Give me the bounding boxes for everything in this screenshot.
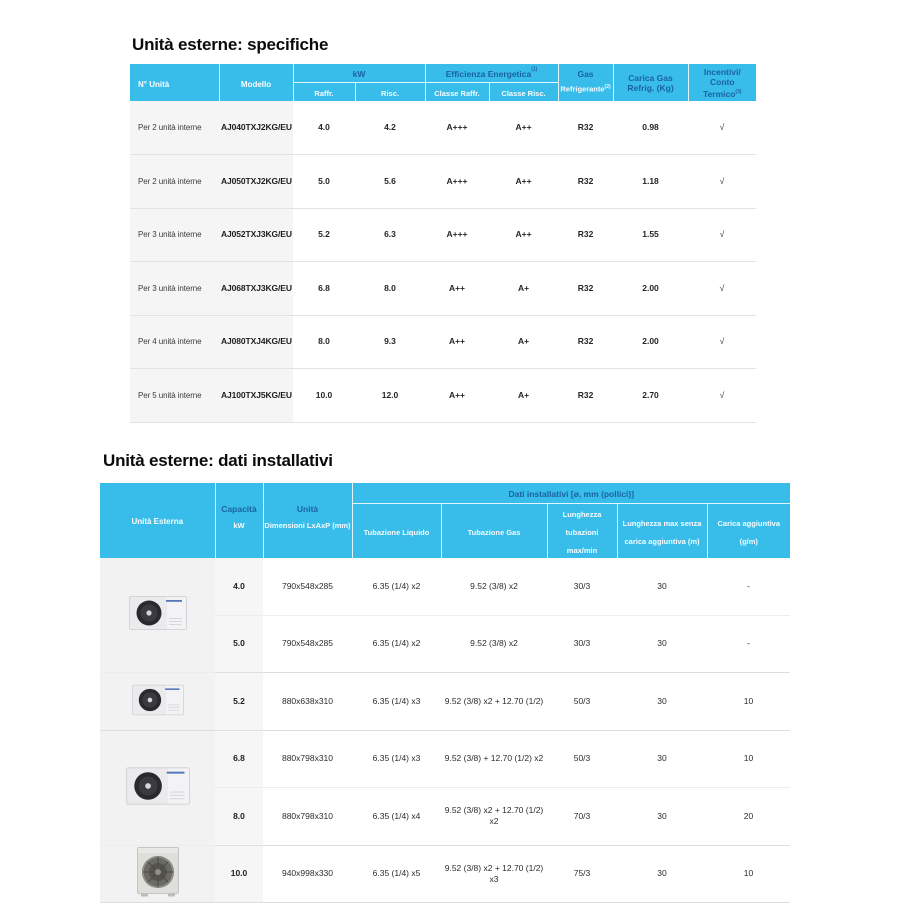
col-header-refrigerant-label: Refrigerante$^{(2)}$ xyxy=(560,84,611,94)
capacity-cell: 10.0 xyxy=(215,845,263,903)
col-header-model-label: Modello xyxy=(240,79,272,89)
gas-charge-cell: 0.98 xyxy=(613,101,688,155)
col-subheader-additional-charge: Carica aggiuntiva (g/m) xyxy=(707,503,790,558)
refrigerant-cell: R32 xyxy=(558,155,613,209)
table-row xyxy=(130,155,756,209)
additional-charge-cell: 10 xyxy=(707,673,790,731)
table-row xyxy=(130,262,756,316)
cooling-kw-cell: 5.0 xyxy=(293,155,355,209)
gas-pipe-cell: 9.52 (3/8) x2 + 12.70 (1/2) x3 xyxy=(441,845,547,903)
max-length-cell: 30 xyxy=(617,673,707,731)
refrigerant-cell: R32 xyxy=(558,101,613,155)
heating-kw-cell: 5.6 xyxy=(355,155,425,209)
col-group-efficiency-label: Efficienza Energetica xyxy=(445,69,532,79)
unit-count-cell: Per 5 unità interne xyxy=(130,369,219,423)
outdoor-unit-illustration xyxy=(126,765,190,807)
additional-charge-cell: 20 xyxy=(707,788,790,846)
col-subheader-cooling-class: Classe Raffr. xyxy=(425,83,489,102)
refrigerant-cell: R32 xyxy=(558,208,613,262)
model-cell: AJ050TXJ2KG/EU xyxy=(219,155,293,209)
additional-charge-cell: - xyxy=(707,615,790,673)
outdoor-unit-image-tall xyxy=(100,845,215,903)
liquid-pipe-cell: 6.35 (1/4) x2 xyxy=(352,615,441,673)
col-subheader-cooling: Raffr. xyxy=(293,83,355,102)
col-subheader-heating-class: Classe Risc. xyxy=(489,83,558,102)
max-length-cell: 30 xyxy=(617,730,707,788)
col-group-installation-data: Dati installativi [ø, mm (pollici)] xyxy=(352,483,790,503)
capacity-cell: 5.0 xyxy=(215,615,263,673)
heating-kw-cell: 9.3 xyxy=(355,315,425,369)
col-header-dimensions-label: Dimensioni LxAxP (mm) xyxy=(264,521,351,531)
table-row xyxy=(130,208,756,262)
col-group-kw xyxy=(293,64,425,83)
liquid-pipe-cell: 6.35 (1/4) x5 xyxy=(352,845,441,903)
pipe-length-cell: 70/3 xyxy=(547,788,617,846)
gas-charge-cell: 2.70 xyxy=(613,369,688,423)
table-row xyxy=(100,558,790,616)
installation-table xyxy=(100,483,790,903)
cooling-kw-cell: 5.2 xyxy=(293,208,355,262)
pipe-length-cell: 75/3 xyxy=(547,845,617,903)
col-header-unit-label: Unità xyxy=(296,504,319,515)
outdoor-unit-illustration xyxy=(135,846,181,898)
max-length-cell: 30 xyxy=(617,788,707,846)
col-header-incentives-line1: Incentivi/ xyxy=(703,66,741,77)
dimensions-cell: 940x998x330 xyxy=(263,845,352,903)
heating-class-cell: A+ xyxy=(489,262,558,316)
outdoor-unit-illustration xyxy=(132,683,184,717)
pipe-length-cell: 30/3 xyxy=(547,615,617,673)
additional-charge-cell: - xyxy=(707,558,790,616)
max-length-cell: 30 xyxy=(617,615,707,673)
capacity-cell: 4.0 xyxy=(215,558,263,616)
incentives-check-cell: √ xyxy=(688,315,756,369)
incentives-check-cell: √ xyxy=(688,101,756,155)
cooling-class-cell: A+++ xyxy=(425,101,489,155)
capacity-cell: 5.2 xyxy=(215,673,263,731)
dimensions-cell: 880x638x310 xyxy=(263,673,352,731)
col-header-gas xyxy=(558,64,613,101)
outdoor-unit-image-small xyxy=(100,558,215,673)
table-row xyxy=(130,315,756,369)
col-header-gas-label: Gas xyxy=(577,68,594,79)
unit-count-cell: Per 2 unità interne xyxy=(130,155,219,209)
liquid-pipe-cell: 6.35 (1/4) x3 xyxy=(352,730,441,788)
col-header-capacity-kw-label: kW xyxy=(233,521,245,531)
unit-count-cell: Per 2 unità interne xyxy=(130,101,219,155)
model-cell: AJ100TXJ5KG/EU xyxy=(219,369,293,423)
dimensions-cell: 880x798x310 xyxy=(263,788,352,846)
efficiency-footnote-marker: (1) xyxy=(531,66,538,73)
model-cell: AJ080TXJ4KG/EU xyxy=(219,315,293,369)
gas-charge-cell: 1.55 xyxy=(613,208,688,262)
col-header-gas-charge-line1: Carica Gas xyxy=(628,72,673,83)
table-row xyxy=(100,673,790,731)
col-header-incentives xyxy=(688,64,756,101)
gas-pipe-cell: 9.52 (3/8) + 12.70 (1/2) x2 xyxy=(441,730,547,788)
additional-charge-cell: 10 xyxy=(707,730,790,788)
cooling-kw-cell: 8.0 xyxy=(293,315,355,369)
cooling-class-cell: A+++ xyxy=(425,155,489,209)
model-cell: AJ040TXJ2KG/EU xyxy=(219,101,293,155)
table-row xyxy=(130,369,756,423)
unit-count-cell: Per 3 unità interne xyxy=(130,262,219,316)
col-header-unit-dimensions xyxy=(263,483,352,558)
gas-pipe-cell: 9.52 (3/8) x2 + 12.70 (1/2) xyxy=(441,673,547,731)
gas-pipe-cell: 9.52 (3/8) x2 xyxy=(441,615,547,673)
liquid-pipe-cell: 6.35 (1/4) x2 xyxy=(352,558,441,616)
installation-table-header xyxy=(100,483,790,558)
heating-class-cell: A+ xyxy=(489,369,558,423)
col-header-capacity-label: Capacità xyxy=(221,504,257,515)
heating-kw-cell: 4.2 xyxy=(355,101,425,155)
dimensions-cell: 790x548x285 xyxy=(263,615,352,673)
col-header-unit-label: N° Unità xyxy=(138,79,170,89)
liquid-pipe-cell: 6.35 (1/4) x4 xyxy=(352,788,441,846)
heating-class-cell: A++ xyxy=(489,101,558,155)
col-header-capacity xyxy=(215,483,263,558)
max-length-cell: 30 xyxy=(617,845,707,903)
capacity-cell: 8.0 xyxy=(215,788,263,846)
section1-title: Unità esterne: specifiche xyxy=(132,35,329,54)
pipe-length-cell: 30/3 xyxy=(547,558,617,616)
unit-count-cell: Per 4 unità interne xyxy=(130,315,219,369)
gas-charge-cell: 2.00 xyxy=(613,315,688,369)
model-cell: AJ052TXJ3KG/EU xyxy=(219,208,293,262)
cooling-class-cell: A++ xyxy=(425,369,489,423)
outdoor-unit-illustration xyxy=(129,594,187,632)
heating-class-cell: A++ xyxy=(489,208,558,262)
col-group-kw-label: kW xyxy=(352,69,366,79)
gas-pipe-cell: 9.52 (3/8) x2 xyxy=(441,558,547,616)
col-header-incentives-line2: Conto Termico$^{(3)}$ xyxy=(702,76,742,99)
cooling-class-cell: A++ xyxy=(425,262,489,316)
incentives-check-cell: √ xyxy=(688,155,756,209)
unit-count-cell: Per 3 unità interne xyxy=(130,208,219,262)
outdoor-unit-image-medium xyxy=(100,673,215,731)
cooling-class-cell: A+++ xyxy=(425,208,489,262)
table-row xyxy=(100,730,790,788)
pipe-length-cell: 50/3 xyxy=(547,730,617,788)
model-cell: AJ068TXJ3KG/EU xyxy=(219,262,293,316)
col-subheader-pipe-length: Lunghezza tubazioni max/min xyxy=(547,503,617,558)
heating-kw-cell: 8.0 xyxy=(355,262,425,316)
dimensions-cell: 880x798x310 xyxy=(263,730,352,788)
col-header-outdoor-unit: Unità Esterna xyxy=(100,483,215,558)
cooling-kw-cell: 6.8 xyxy=(293,262,355,316)
pipe-length-cell: 50/3 xyxy=(547,673,617,731)
col-header-unit xyxy=(130,64,219,101)
gas-charge-cell: 1.18 xyxy=(613,155,688,209)
specs-table xyxy=(130,64,756,423)
heating-kw-cell: 12.0 xyxy=(355,369,425,423)
liquid-pipe-cell: 6.35 (1/4) x3 xyxy=(352,673,441,731)
col-subheader-max-length-no-charge: Lunghezza max senza carica aggiuntiva (m) xyxy=(617,503,707,558)
refrigerant-cell: R32 xyxy=(558,369,613,423)
gas-charge-cell: 2.00 xyxy=(613,262,688,316)
col-group-efficiency xyxy=(425,64,558,83)
cooling-kw-cell: 4.0 xyxy=(293,101,355,155)
table-row xyxy=(100,845,790,903)
additional-charge-cell: 10 xyxy=(707,845,790,903)
capacity-cell: 6.8 xyxy=(215,730,263,788)
heating-class-cell: A+ xyxy=(489,315,558,369)
dimensions-cell: 790x548x285 xyxy=(263,558,352,616)
incentives-check-cell: √ xyxy=(688,369,756,423)
incentives-check-cell: √ xyxy=(688,262,756,316)
col-header-gas-charge xyxy=(613,64,688,101)
col-subheader-gas-pipe: Tubazione Gas xyxy=(441,503,547,558)
col-subheader-liquid-pipe: Tubazione Liquido xyxy=(352,503,441,558)
table-row xyxy=(130,101,756,155)
specs-table-header xyxy=(130,64,756,101)
incentives-check-cell: √ xyxy=(688,208,756,262)
cooling-class-cell: A++ xyxy=(425,315,489,369)
gas-pipe-cell: 9.52 (3/8) x2 + 12.70 (1/2) x2 xyxy=(441,788,547,846)
outdoor-unit-image-large xyxy=(100,730,215,845)
max-length-cell: 30 xyxy=(617,558,707,616)
col-header-model xyxy=(219,64,293,101)
col-header-gas-charge-line2: Refrig. (Kg) xyxy=(627,82,674,93)
section2-title: Unità esterne: dati installativi xyxy=(103,451,333,470)
refrigerant-footnote-marker: (2) xyxy=(604,84,611,90)
refrigerant-cell: R32 xyxy=(558,315,613,369)
cooling-kw-cell: 10.0 xyxy=(293,369,355,423)
incentives-footnote-marker: (3) xyxy=(735,88,742,95)
heating-class-cell: A++ xyxy=(489,155,558,209)
heating-kw-cell: 6.3 xyxy=(355,208,425,262)
refrigerant-cell: R32 xyxy=(558,262,613,316)
col-subheader-heating: Risc. xyxy=(355,83,425,102)
